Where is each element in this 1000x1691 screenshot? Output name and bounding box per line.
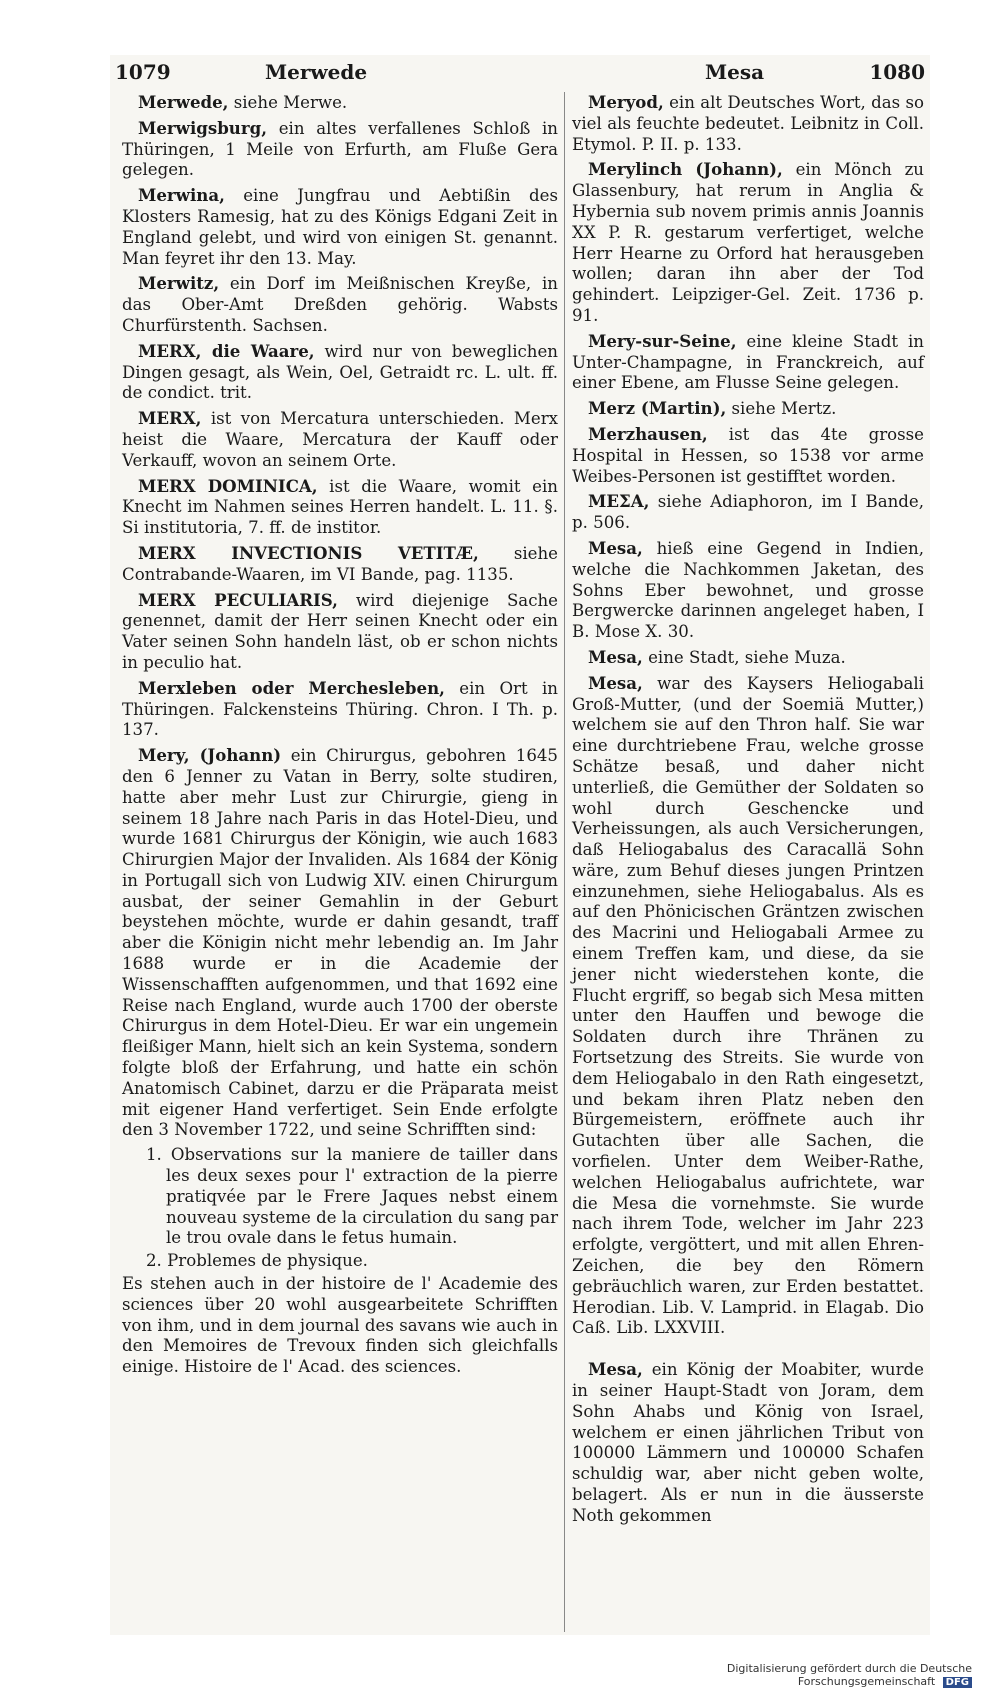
mery-work-1: 1. Observations sur la maniere de tailler dans les deux sexes pour l' extraction de la pierre pratiqvée par le Frere Jaques nebst einem nouveau systeme de la circulation du sang par le trou ovale dans le fetus humain. <box>146 1145 558 1248</box>
footer-text: Digitalisierung gefördert durch die Deutsche Forschungsgemeinschaft <box>726 1662 972 1688</box>
digitization-footer <box>592 1662 972 1688</box>
entry-merxleben: Merxleben oder Merchesleben, ein Ort in Thüringen. Falckensteins Thüring. Chron. I Th. p. 137. <box>122 677 558 740</box>
entry-merwigsburg: Merwigsburg, ein altes verfallenes Schloß in Thüringen, 1 Meile von Erfurth, am Fluße Gera gelegen. <box>122 117 558 180</box>
right-column <box>572 92 924 1531</box>
entry-merx: MERX, ist von Mercatura unterschieden. Merx heist die Waare, Mercatura der Kauff oder Verkauff, wovon an seinem Orte. <box>122 408 558 470</box>
entry-mesa-greek: ΜΕΣΑ, siehe Adiaphoron, im I Bande, p. 506. <box>572 491 925 533</box>
left-column <box>122 92 558 1382</box>
entry-merwitz: Merwitz, ein Dorf im Meißnischen Kreyße, in das Ober-Amt Dreßden gehörig. Wabsts Churfürstenth. Sachsen. <box>122 273 558 335</box>
entry-mesa-region: Mesa, hieß eine Gegend in Indien, welche die Nachkommen Jaketan, des Sohns Eber bewohnet, und grosse Bergwercke darinnen angeleget haben, I B. Mose X. 30. <box>572 537 924 642</box>
entry-merx-waare: MERX, die Waare, wird nur von beweglichen Dingen gesagt, als Wein, Oel, Getraidt rc. L. ult. ff. de condict. trit. <box>122 340 558 403</box>
entry-gap <box>572 1343 924 1359</box>
column-divider <box>564 92 565 1632</box>
dfg-logo: DFG <box>943 1677 972 1688</box>
left-page-number: 1079 <box>115 60 171 84</box>
mery-closing: Es stehen auch in der histoire de l' Academie des sciences über 20 wohl ausgearbeitete Schrifften von ihm, und in dem journal des savans wie auch in den Memoires de Trevoux finden sich gleichfalls einige. Histoire de l' Acad. des sciences. <box>122 1274 558 1377</box>
entry-merwina: Merwina, eine Jungfrau und Aebtißin des Klosters Ramesig, hat zu des Königs Edgani Zeit in England gelebt, und wird von einigen St. genannt. Man feyret ihr den 13. May. <box>122 185 558 268</box>
entry-merylinch: Merylinch (Johann), ein Mönch zu Glassenbury, hat rerum in Anglia & Hybernia sub novem primis annis Joannis XX P. R. gestarum verfertiget, welche Herr Hearne zu Orford hat herausgeben wollen; daran ihn aber der Tod gehindert. Leipziger-Gel. Zeit. 1736 p. 91. <box>572 159 924 325</box>
entry-merwede: Merwede, siehe Merwe. <box>138 92 348 112</box>
right-catchword: Mesa <box>705 60 765 84</box>
entry-merx-invectionis: MERX INVECTIONIS VETITÆ, siehe Contrabande-Waaren, im VI Bande, pag. 1135. <box>122 542 558 584</box>
entry-merzhausen: Merzhausen, ist das 4te grosse Hospital in Hessen, so 1538 vor arme Weibes-Personen ist gestifftet worden. <box>572 423 924 486</box>
entry-meryod: Meryod, ein alt Deutsches Wort, das so viel als feuchte bedeutet. Leibnitz in Coll. Etymol. P. II. p. 133. <box>572 92 925 154</box>
page-header <box>115 58 925 92</box>
mery-work-2: 2. Problemes de physique. <box>146 1251 368 1271</box>
entry-mesa-king: Mesa, ein König der Moabiter, wurde in seiner Haupt-Stadt von Joram, dem Sohn Ahabs und König von Israel, welchem er einen jährlichen Tribut von 100000 Lämmern und 100000 Schafen schuldig war, aber nicht geben wolte, belagert. Als er nun in die äusserste Noth gekommen <box>572 1359 924 1525</box>
entry-merz: Merz (Martin), siehe Mertz. <box>588 398 837 419</box>
left-catchword: Merwede <box>265 60 368 84</box>
entry-merx-dominica: MERX DOMINICA, ist die Waare, womit ein Knecht im Nahmen seines Herren handelt. L. 11. §. Si institutoria, 7. ff. de institor. <box>122 475 558 538</box>
entry-mery-johann: Mery, (Johann) ein Chirurgus, gebohren 1645 den 6 Jenner zu Vatan in Berry, solte studiren, hatte aber mehr Lust zur Chirurgie, gieng in seinem 18 Jahre nach Paris in das Hotel-Dieu, und wurde 1681 Chirurgus der Königin, wie auch 1683 Chirurgien Major der Invaliden. Als 1684 der König in Portugall sich von Ludwig XIV. einen Chirurgum ausbat, der seiner Gemahlin in der Geburt beystehen möchte, wurde er dahin gesandt, traff aber die Königin nicht mehr lebendig an. Im Jahr 1688 wurde er in die Academie der Wissenschafften aufgenommen, und that 1692 eine Reise nach England, wurde auch 1700 der oberste Chirurgus in dem Hotel-Dieu. Er war ein ungemein fleißiger Mann, hielt sich an kein Systema, sondern folgte bloß der Erfahrung, und hatte ein schön Anatomisch Cabinet, darzu er die Präparata meist mit eigener Hand verfertiget. Sein Ende erfolgte den 3 November 1722, und seine Schrifften sind: <box>122 745 558 1140</box>
right-page-number: 1080 <box>869 60 925 84</box>
entry-mesa-grandmother: Mesa, war des Kaysers Heliogabali Groß-Mutter, (und der Soemiä Mutter,) welchem sie auf den Thron half. Sie war eine durchtriebene Frau, welche grosse Schätze besaß, und daher nicht unterließ, die Gemüther der Soldaten so wohl durch Geschencke und Verheissungen, als auch Versicherungen, daß Heliogabalus des Caracallä Sohn wäre, zum Behuf dieses jungen Printzen einzunehmen, siehe Heliogabalus. Als es auf den Phönicischen Gräntzen zwischen des Macrini und Heliogabali Armee zu einem Treffen kam, und diese, da sie jener nicht wiederstehen konte, die Flucht ergriff, so begab sich Mesa mitten unter den Hauffen und bewoge die Soldaten durch ihre Thränen zu Fortsetzung des Streits. Sie wurde von dem Heliogabalo in den Rath eingesetzt, und bekam ihren Platz neben den Bürgemeistern, eröffnete auch ihr Gutachten über alle Sachen, die vorfielen. Unter dem Weiber-Rathe, welchen Heliogabalus aufrichtete, war die Mesa die vornehmste. Sie wurde nach ihrem Tode, welcher im Jahr 223 erfolgte, vergöttert, und mit allen Ehren-Zeichen, die bey den Römern gebräuchlich waren, zur Erden bestattet. Herodian. Lib. V. Lamprid. in Elagab. Dio Caß. Lib. LXXVIII. <box>572 672 924 1338</box>
entry-mery-sur-seine: Mery-sur-Seine, eine kleine Stadt in Unter-Champagne, in Franckreich, auf einer Ebene, am Flusse Seine gelegen. <box>572 330 924 393</box>
entry-mesa-city: Mesa, eine Stadt, siehe Muza. <box>588 646 846 667</box>
entry-merx-peculiaris: MERX PECULIARIS, wird diejenige Sache genennet, damit der Herr seinen Knecht oder ein Vater seinen Sohn handeln läst, ob er schon nichts in peculio hat. <box>122 589 558 672</box>
